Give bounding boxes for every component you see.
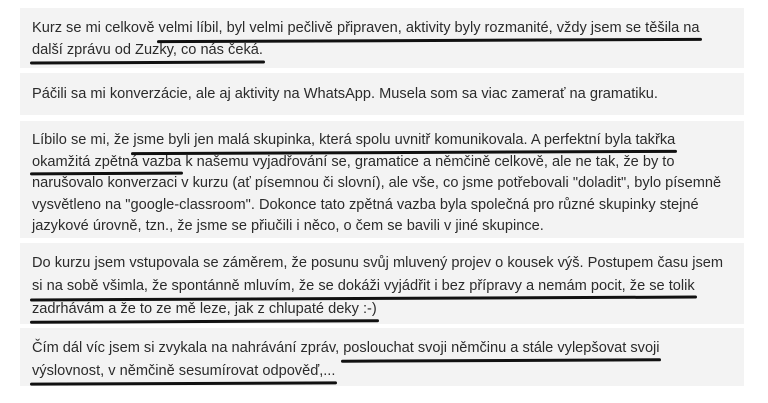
text-line: [32, 275, 744, 298]
text-plain: vysvětleno na "google-classroom". Dokonce tato zpětná vazba byla společná pro různé skupinky stejné: [32, 196, 699, 213]
text-plain: Čím dál víc jsem si zvykala na nahrávání zpráv,: [32, 340, 344, 356]
text-line: [32, 17, 744, 39]
underlined-text: další zprávu od Zuzky, co nás čeká.: [32, 42, 263, 58]
text-line: [32, 83, 744, 105]
underlined-text: poslouchat svoji němčinu a stále vylepšovat svoji: [343, 340, 660, 356]
feedback-card-1: [20, 8, 744, 68]
text-plain: Líbilo se mi, že: [32, 132, 134, 148]
underlined-text: jsme byli jen malá skupinka, která spolu uvnitř komunikovala. A perfektní byla takřka: [133, 132, 676, 148]
text-line: [32, 216, 744, 238]
text-plain: jazykové úrovně, tzn., že jsme se přiučili i něco, o čem se bavili v jiné skupince.: [32, 218, 544, 234]
text-line: [32, 39, 744, 61]
underlined-text: okamžitá zpětná vazba: [32, 153, 182, 170]
text-line: [32, 337, 744, 360]
underlined-text: výslovnost, v němčině sesumírovat odpověď,...: [32, 363, 336, 379]
text-line: [32, 252, 744, 275]
text-line: [32, 360, 744, 383]
text-plain: narušovalo konverzaci v kurzu (ať písemnou či slovní), ale vše, co jsme potřebovali "doladit", bylo písemně: [32, 175, 722, 191]
text-plain: Do kurzu jsem vstupovala se záměrem, že posunu svůj mluvený projev o kousek výš. Postupem času jsem: [32, 255, 724, 271]
text-line: [32, 195, 744, 217]
text-plain: Kurz se mi celkově: [32, 20, 159, 36]
feedback-card-2: [20, 73, 744, 115]
underlined-text: zadrhávám a že to ze mě leze, jak z chlupaté deky :-): [32, 301, 377, 317]
text-line: [32, 152, 744, 174]
underlined-text: si na sobě všimla, že spontánně mluvím, že se dokáži vyjádřit i bez přípravy a nemám pocit, že se tolik: [32, 278, 695, 294]
text-plain: k našemu vyjadřování se, gramatice a němčině celkově, ale ne tak, že by to: [181, 153, 675, 170]
text-line: [32, 298, 744, 321]
feedback-card-4: [20, 243, 744, 324]
feedback-card-5: [20, 328, 744, 386]
feedback-card-3: [20, 121, 744, 238]
text-plain: Páčili sa mi konverzácie, ale aj aktivity na WhatsApp. Musela som sa viac zamerať na gramatiku.: [32, 86, 658, 102]
underlined-text: velmi líbil, byl velmi pečlivě připraven, aktivity byly rozmanité, vždy jsem se těšila na: [158, 20, 700, 36]
text-line: [32, 173, 744, 195]
text-line: [32, 130, 744, 152]
